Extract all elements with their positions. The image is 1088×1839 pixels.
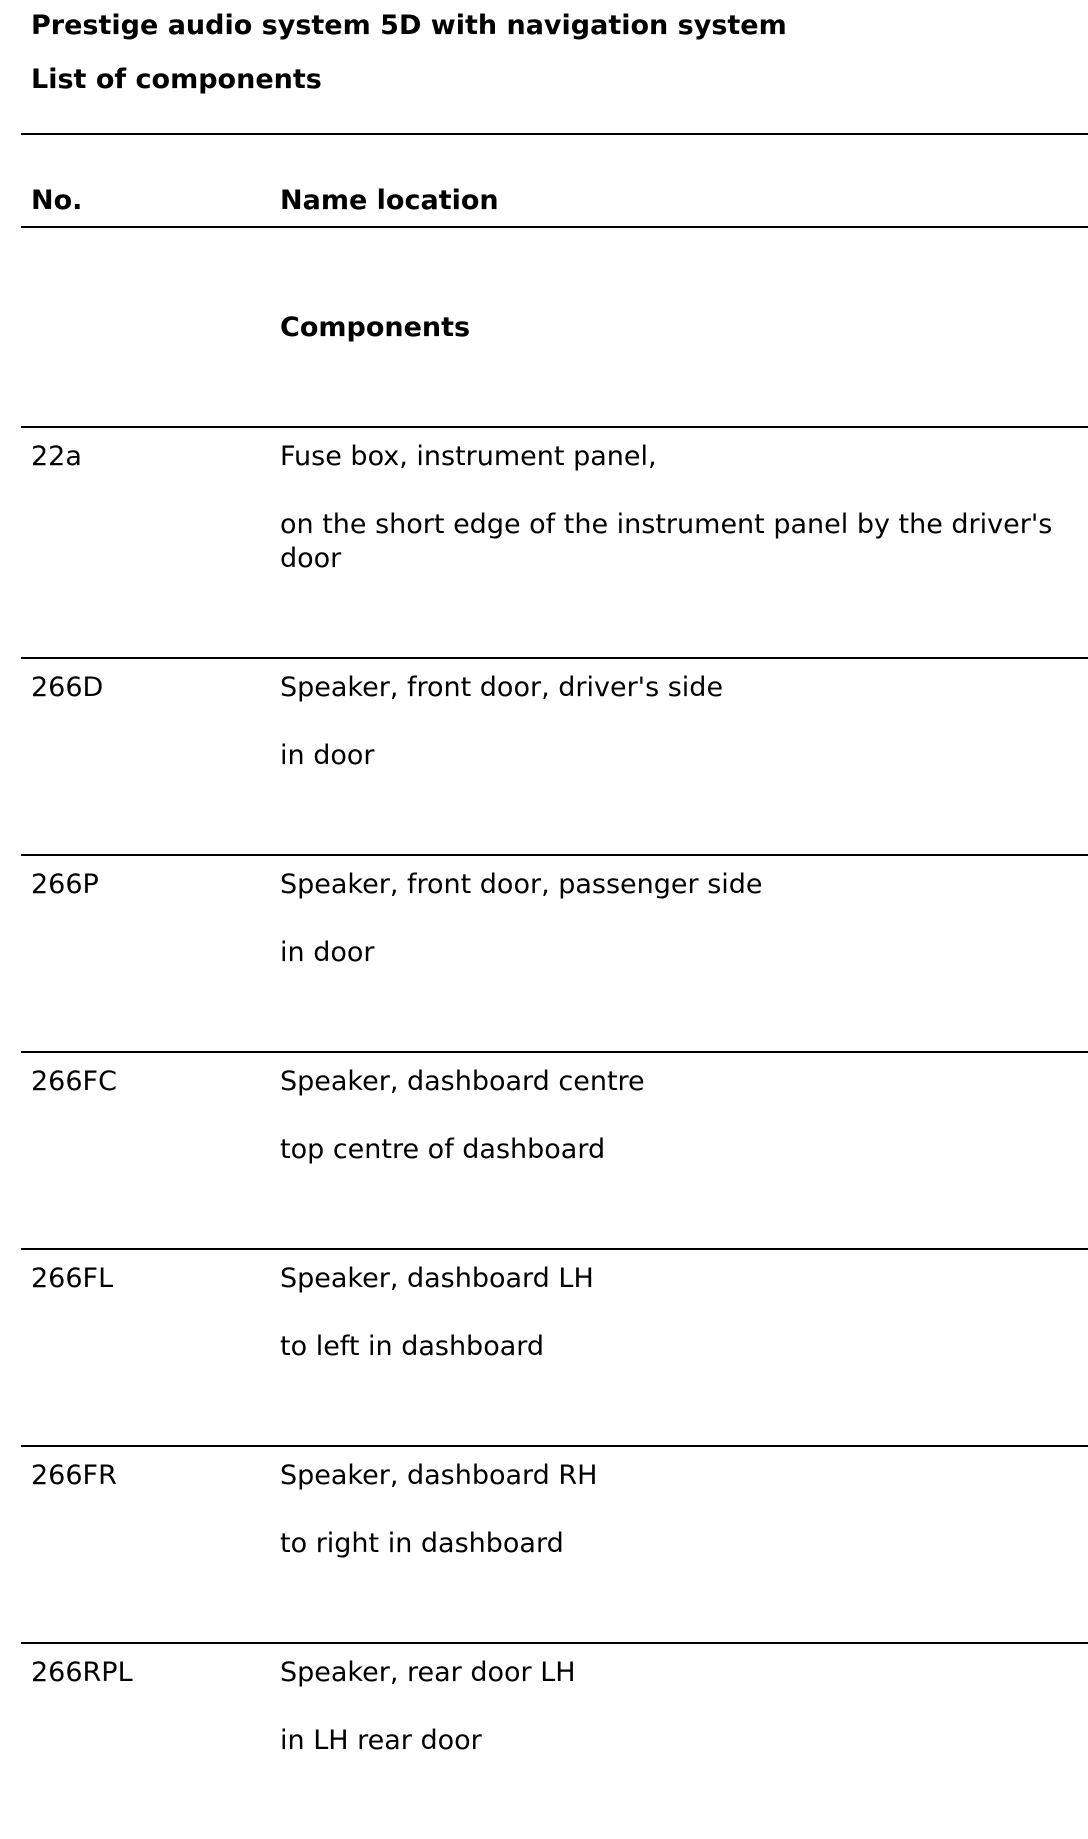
component-name: Speaker, front door, passenger side	[280, 869, 763, 900]
table-row	[21, 657, 1088, 854]
column-header-name-location: Name location	[280, 185, 499, 216]
component-name: Speaker, front door, driver's side	[280, 672, 724, 703]
component-location: to left in dashboard	[280, 1331, 545, 1362]
component-location: in LH rear door	[280, 1725, 482, 1756]
component-number: 266FL	[31, 1263, 114, 1294]
component-location: to right in dashboard	[280, 1528, 564, 1559]
component-number: 266RPL	[31, 1657, 133, 1688]
table-row	[21, 1642, 1088, 1839]
component-name: Speaker, dashboard LH	[280, 1263, 594, 1294]
table-top-rule	[21, 133, 1088, 135]
component-number: 266FR	[31, 1460, 117, 1491]
component-name: Fuse box, instrument panel,	[280, 441, 657, 472]
component-location: in door	[280, 937, 375, 968]
component-number: 22a	[31, 441, 82, 472]
component-name: Speaker, rear door LH	[280, 1657, 576, 1688]
table-row	[21, 1445, 1088, 1642]
header-bottom-rule	[21, 226, 1088, 228]
table-row	[21, 1248, 1088, 1445]
component-table-body	[0, 426, 1088, 1839]
document-title: Prestige audio system 5D with navigation system	[31, 10, 787, 41]
component-name: Speaker, dashboard RH	[280, 1460, 598, 1491]
component-name: Speaker, dashboard centre	[280, 1066, 645, 1097]
component-number: 266P	[31, 869, 99, 900]
component-location: in door	[280, 740, 375, 771]
section-label: Components	[280, 312, 471, 343]
table-row	[21, 1051, 1088, 1248]
document-subtitle: List of components	[31, 64, 322, 95]
component-location: top centre of dashboard	[280, 1134, 606, 1165]
component-number: 266D	[31, 672, 104, 703]
component-number: 266FC	[31, 1066, 117, 1097]
table-row	[21, 854, 1088, 1051]
table-row	[21, 426, 1088, 657]
component-location: on the short edge of the instrument panel by the driver's door	[280, 509, 1053, 574]
column-header-no: No.	[31, 185, 83, 216]
